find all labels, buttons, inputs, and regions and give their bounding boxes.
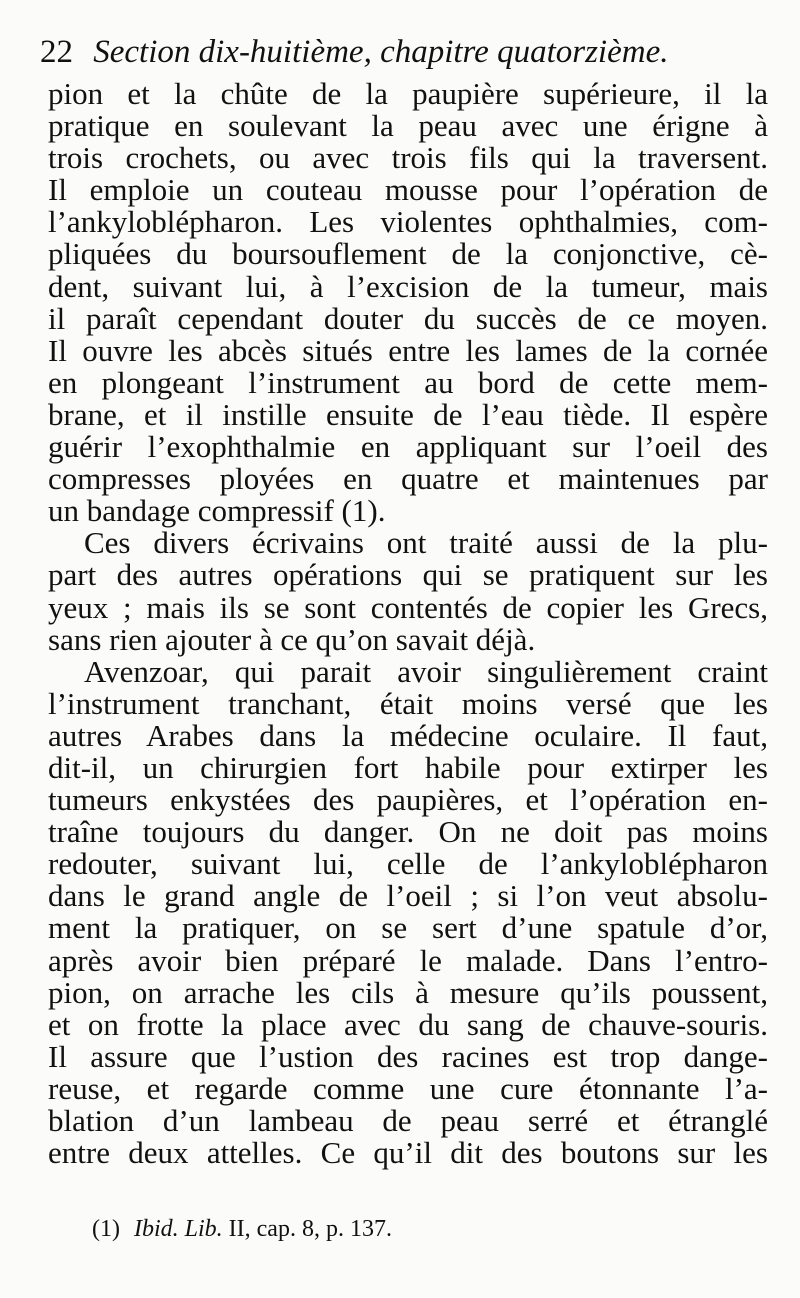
page-number: 22 xyxy=(40,34,73,70)
body-text xyxy=(48,78,768,1169)
text-line: reuse, et regarde comme une cure étonnante l’a- xyxy=(48,1070,768,1106)
running-head xyxy=(40,30,760,74)
text-line: ment la pratiquer, on se sert d’une spatule d’or, xyxy=(48,910,768,946)
text-line: part des autres opérations qui se pratiquent sur les xyxy=(48,557,768,593)
text-line: dent, suivant lui, à l’excision de la tumeur, mais xyxy=(48,268,768,304)
text-line: et on frotte la place avec du sang de chauve-souris. xyxy=(48,1006,768,1042)
text-line: entre deux attelles. Ce qu’il dit des boutons sur les xyxy=(48,1135,768,1171)
text-line: sans rien ajouter à ce qu’on savait déjà. xyxy=(48,621,536,657)
text-line: un bandage compressif (1). xyxy=(48,493,386,529)
text-line: compresses ployées en quatre et maintenues par xyxy=(48,461,768,497)
text-line: après avoir bien préparé le malade. Dans l’entro- xyxy=(48,942,768,978)
text-line: pratique en soulevant la peau avec une érigne à xyxy=(48,108,768,144)
text-line: l’instrument tranchant, était moins versé que les xyxy=(48,685,768,721)
text-line: l’ankyloblépharon. Les violentes ophthalmies, com- xyxy=(48,204,768,240)
text-line: brane, et il instille ensuite de l’eau tiède. Il espère xyxy=(48,396,768,432)
footnote xyxy=(92,1212,692,1246)
text-line: pliquées du boursouflement de la conjonctive, cè- xyxy=(48,236,768,272)
text-line: dans le grand angle de l’oeil ; si l’on veut absolu- xyxy=(48,878,768,914)
footnote-reference-italic: Ibid. Lib. xyxy=(133,1216,223,1242)
text-line: il paraît cependant douter du succès de ce moyen. xyxy=(48,300,768,336)
text-line: Il emploie un couteau mousse pour l’opération de xyxy=(48,172,768,208)
text-line: en plongeant l’instrument au bord de cette mem- xyxy=(48,364,768,400)
text-line: Ces divers écrivains ont traité aussi de la plu- xyxy=(84,525,768,561)
text-line: pion et la chûte de la paupière supérieure, il la xyxy=(48,76,768,111)
text-line: autres Arabes dans la médecine oculaire. Il faut, xyxy=(48,717,768,753)
footnote-reference: II, cap. 8, p. 137. xyxy=(228,1216,392,1242)
text-line: tumeurs enkystées des paupières, et l’opération en- xyxy=(48,782,768,818)
text-line: traîne toujours du danger. On ne doit pas moins xyxy=(48,814,768,850)
text-line: Avenzoar, qui parait avoir singulièrement craint xyxy=(84,653,768,689)
text-line: yeux ; mais ils se sont contentés de copier les Grecs, xyxy=(48,589,768,625)
footnote-marker: (1) xyxy=(92,1216,120,1242)
text-line: pion, on arrache les cils à mesure qu’ils poussent, xyxy=(48,974,768,1010)
text-line: Il assure que l’ustion des racines est trop dange- xyxy=(48,1038,768,1074)
text-line: dit-il, un chirurgien fort habile pour extirper les xyxy=(48,749,768,785)
text-line: Il ouvre les abcès situés entre les lames de la cornée xyxy=(48,332,768,368)
text-line: trois crochets, ou avec trois fils qui la traversent. xyxy=(48,140,768,176)
text-line: guérir l’exophthalmie en appliquant sur l’oeil des xyxy=(48,429,768,465)
text-line: blation d’un lambeau de peau serré et étranglé xyxy=(48,1103,768,1138)
running-title: Section dix-huitième, chapitre quatorzième. xyxy=(93,34,669,70)
text-line: redouter, suivant lui, celle de l’ankyloblépharon xyxy=(48,846,768,882)
